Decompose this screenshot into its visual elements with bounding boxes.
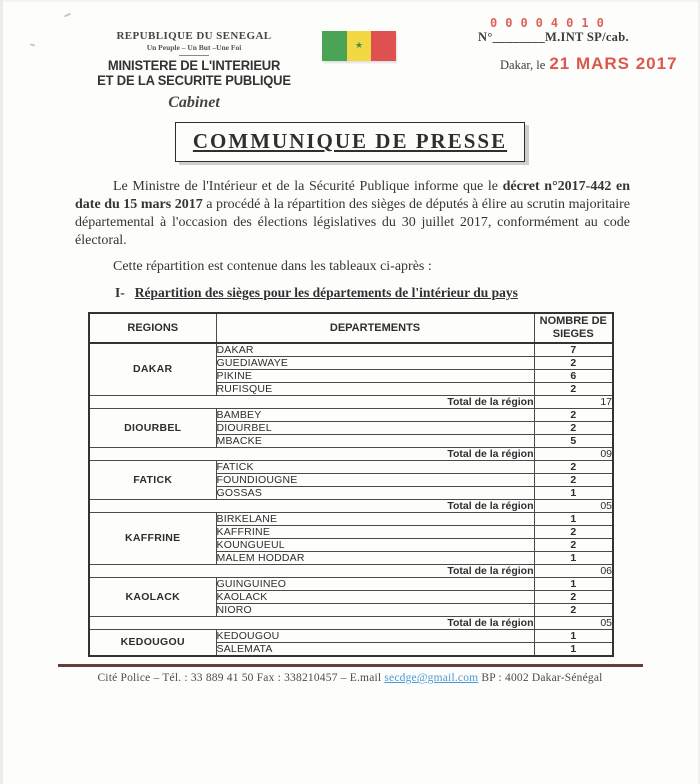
flag-red-band [371,31,396,61]
seat-count-cell: 1 [534,578,613,591]
region-name-cell: KEDOUGOU [89,630,216,657]
region-total-label-cell: Total de la région [89,396,534,409]
region-total-label-cell: Total de la région [89,500,534,513]
region-name-cell: DAKAR [89,343,216,396]
department-name-cell: MALEM HODDAR [216,552,534,565]
reference-block [478,16,678,74]
department-name-cell: FATICK [216,461,534,474]
region-name-cell: FATICK [89,461,216,500]
footer-right: BP : 4002 Dakar-Sénégal [478,672,603,684]
ministry-name-line1: MINISTERE DE L'INTERIEUR [107,57,281,74]
region-name-cell: KAFFRINE [89,513,216,565]
office-name: Cabinet [168,93,220,111]
dateline-label: Dakar, le [500,58,546,72]
republic-title: REPUBLIQUE DU SENEGAL [116,30,272,42]
region-total-label-cell: Total de la région [89,565,534,578]
region-total-row [89,617,613,630]
department-name-cell: GOSSAS [216,487,534,500]
seat-count-cell: 2 [534,539,613,552]
region-total-value-cell: 06 [534,565,613,578]
department-name-cell: DIOURBEL [216,422,534,435]
region-name-cell: DIOURBEL [89,409,216,448]
seat-count-cell: 1 [534,513,613,526]
flag-green-band [322,31,347,61]
seat-count-cell: 2 [534,461,613,474]
department-name-cell: NIORO [216,604,534,617]
footer-email: secdge@gmail.com [384,672,479,684]
body-paragraph-1 [75,178,630,250]
department-name-cell: BAMBEY [216,409,534,422]
region-total-row [89,500,613,513]
department-name-cell: BIRKELANE [216,513,534,526]
table-row [89,513,613,526]
department-name-cell: FOUNDIOUGNE [216,474,534,487]
seat-count-cell: 6 [534,370,613,383]
seat-count-cell: 1 [534,487,613,500]
department-name-cell: GUEDIAWAYE [216,357,534,370]
region-total-label-cell: Total de la région [89,617,534,630]
senegal-flag [322,31,396,61]
column-header-departements: DEPARTEMENTS [216,313,534,343]
department-name-cell: PIKINE [216,370,534,383]
ministry-name-line2: ET DE LA SECURITE PUBLIQUE [97,72,291,89]
region-total-row [89,396,613,409]
page-title: COMMUNIQUE DE PRESSE [192,129,508,153]
seat-count-cell: 2 [534,591,613,604]
seat-count-cell: 2 [534,474,613,487]
dateline [500,54,678,74]
table-header-row [89,313,613,343]
table-row [89,630,613,643]
seat-count-cell: 2 [534,604,613,617]
paragraph1-rest: a procédé à la répartition des sièges de députés à élire au scrutin majoritaire départemental à l'occasion des élections législatives du 30 juillet 2017, conformément au code électoral. [75,197,630,248]
seats-allocation-table [88,312,614,657]
department-name-cell: GUINGUINEO [216,578,534,591]
table-row [89,578,613,591]
region-total-value-cell: 05 [534,500,613,513]
date-stamp: 21 MARS 2017 [549,54,678,73]
seat-count-cell: 1 [534,630,613,643]
body-paragraph-2: Cette répartition est contenue dans les tableaux ci-après : [113,259,432,274]
section-title: Répartition des sièges pour les départements de l'intérieur du pays [134,285,518,300]
region-total-value-cell: 05 [534,617,613,630]
table-row [89,343,613,357]
seat-count-cell: 1 [534,643,613,657]
flag-star-icon: ★ [354,40,364,51]
paragraph1-lead: Le Ministre de l'Intérieur et de la Sécurité Publique informe que le [113,179,503,194]
seats-table-body [89,343,613,656]
column-header-regions: REGIONS [89,313,216,343]
seat-count-cell: 7 [534,343,613,357]
department-name-cell: KEDOUGOU [216,630,534,643]
seat-count-cell: 2 [534,409,613,422]
seat-count-cell: 1 [534,552,613,565]
reference-number-line: N°________M.INT SP/cab. [478,30,629,44]
section-heading [115,285,700,301]
department-name-cell: KOUNGUEUL [216,539,534,552]
region-total-row [89,565,613,578]
letterhead [72,30,316,112]
scan-artifact [30,43,35,46]
region-name-cell: KAOLACK [89,578,216,617]
footer-contact-line [0,672,700,684]
region-total-value-cell: 09 [534,448,613,461]
region-total-value-cell: 17 [534,396,613,409]
seat-count-cell: 5 [534,435,613,448]
national-motto: Un Peuple – Un But –Une Foi [146,43,242,52]
scan-artifact [64,13,71,18]
footer-left: Cité Police – Tél. : 33 889 41 50 Fax : 338210457 – E.mail [97,672,385,684]
seat-count-cell: 2 [534,422,613,435]
letterhead-divider [179,55,209,56]
department-name-cell: DAKAR [216,343,534,357]
press-release-title-box [175,122,525,162]
section-index: I- [115,285,125,300]
department-name-cell: RUFISQUE [216,383,534,396]
department-name-cell: KAFFRINE [216,526,534,539]
table-row [89,409,613,422]
department-name-cell: MBACKE [216,435,534,448]
registration-number-stamp: 00004010 [490,16,612,30]
department-name-cell: KAOLACK [216,591,534,604]
footer-rule [58,664,643,667]
seat-count-cell: 2 [534,383,613,396]
region-total-row [89,448,613,461]
region-total-label-cell: Total de la région [89,448,534,461]
column-header-nombre-de-sieges: NOMBRE DE SIEGES [534,313,613,343]
department-name-cell: SALEMATA [216,643,534,657]
paragraph1-decree-ref: décret n°2017-442 en date du 15 mars 2017 [75,179,630,212]
seat-count-cell: 2 [534,357,613,370]
table-row [89,461,613,474]
seat-count-cell: 2 [534,526,613,539]
